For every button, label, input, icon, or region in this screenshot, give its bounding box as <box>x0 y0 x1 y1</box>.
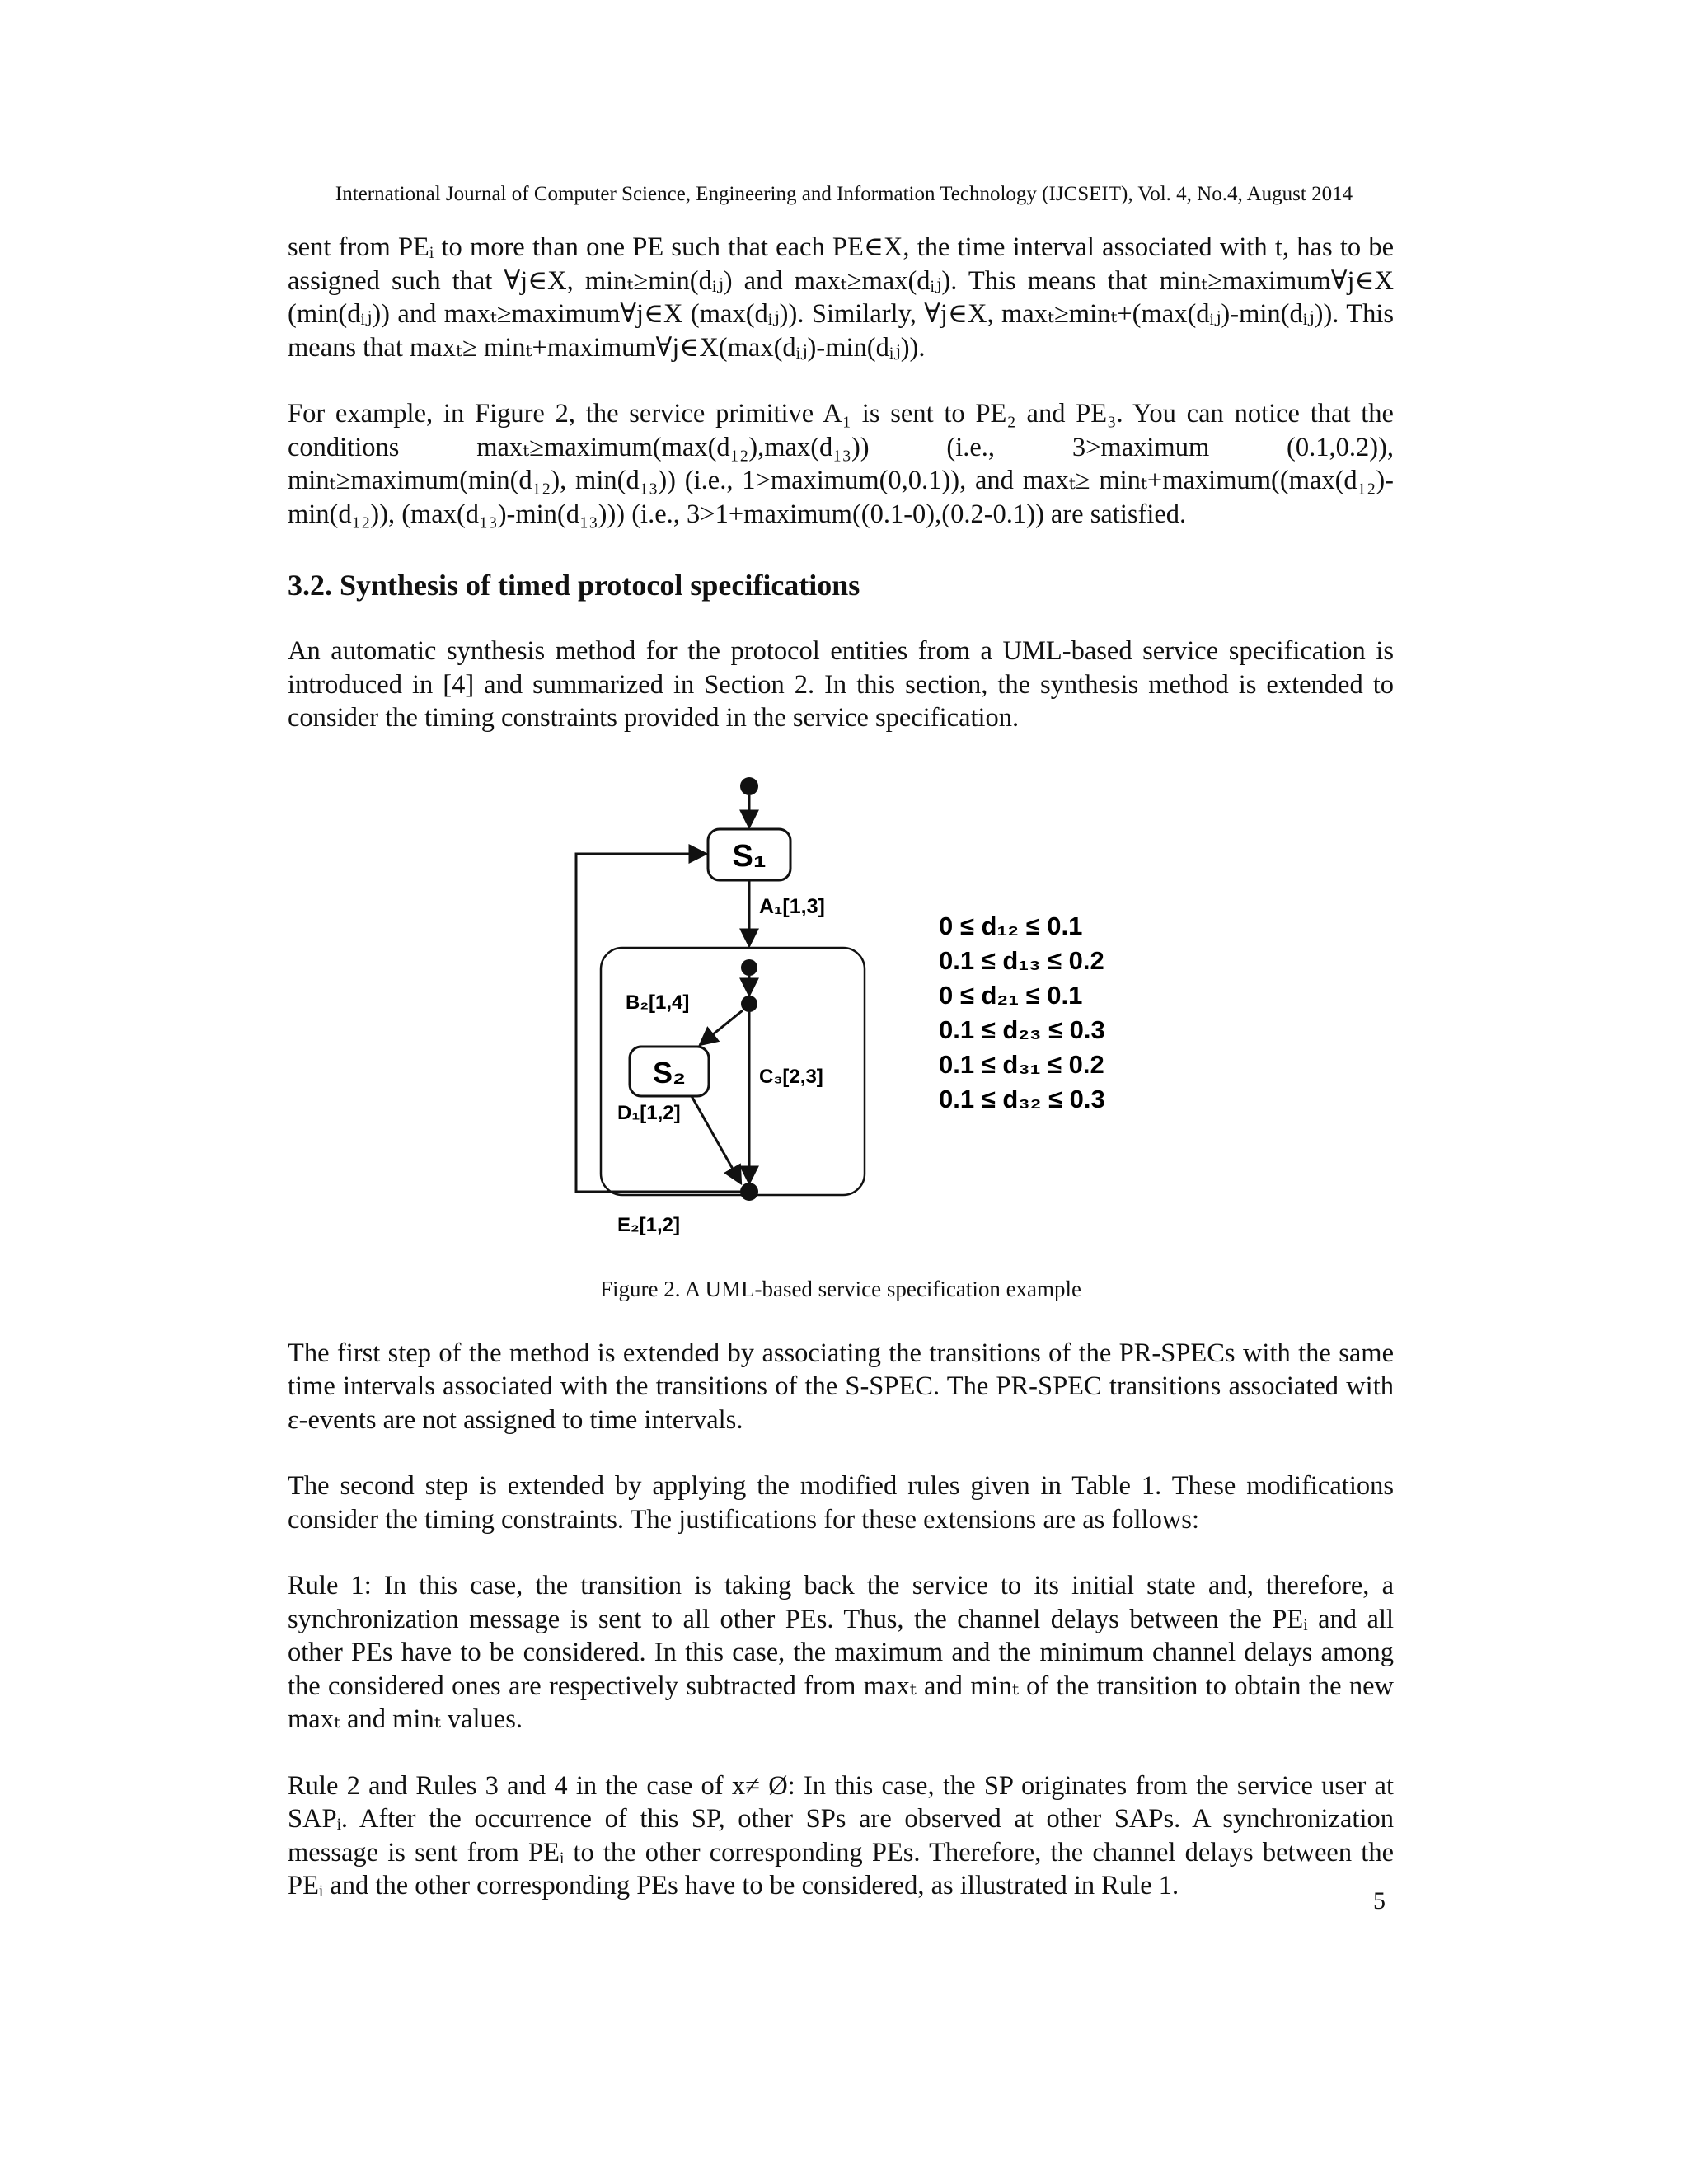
transition-b2: B₂[1,4] <box>626 991 690 1014</box>
state-s2-label: S₂ <box>652 1055 687 1090</box>
paragraph-3: An automatic synthesis method for the protocol entities from a UML-based service specification is introduced in [4] and summarized in Section 2. In this section, the synthesis method is extended to consider the timing constraints provided in the service specification. <box>288 636 1394 733</box>
paragraph-6: Rule 1: In this case, the transition is taking back the service to its initial state and, therefore, a synchronization message is sent to all other PEs. Thus, the channel delays between the PEᵢ and all other PEs have to be considered. In this case, the maximum and the minimum channel delays among the considered ones are respectively subtracted from maxₜ and minₜ of the transition to obtain the new maxₜ and minₜ values. <box>288 1571 1394 1734</box>
delay-d23: 0.1 ≤ d₂₃ ≤ 0.3 <box>939 1015 1105 1044</box>
paragraph-4: The first step of the method is extended by associating the transitions of the PR-SPECs with the same time intervals associated with the transitions of the S-SPEC. The PR-SPEC transitions associated with ε-events are not assigned to time intervals. <box>288 1338 1394 1435</box>
transition-d1: D₁[1,2] <box>617 1101 681 1124</box>
figure-caption: Figure 2. A UML-based service specification example <box>599 1276 1082 1301</box>
choice-node <box>741 996 757 1012</box>
page-number: 5 <box>1373 1887 1386 1915</box>
paragraph-2: For example, in Figure 2, the service primitive A₁ is sent to PE₂ and PE₃. You can notice that the conditions maxₜ≥maximum(max(d₁₂),max(d₁₃)) (i.e., 3>maximum (0.1,0.2)), minₜ≥maximum(min(d₁₂), min(d₁₃)) (i.e., 1>maximum(0,0.1)), and maxₜ≥ minₜ+maximum((max(d₁₂)-min(d₁₂)), (max(d₁₃)-min(d₁₃))) (i.e., 3>1+maximum((0.1-0),(0.2-0.1)) are satisfied. <box>288 399 1394 529</box>
delay-d13: 0.1 ≤ d₁₃ ≤ 0.2 <box>939 945 1104 975</box>
delay-d31: 0.1 ≤ d₃₁ ≤ 0.2 <box>939 1049 1104 1079</box>
figure-2 <box>288 763 1394 1274</box>
transition-e2: E₂[1,2] <box>617 1213 681 1236</box>
delay-d32: 0.1 ≤ d₃₂ ≤ 0.3 <box>939 1084 1105 1113</box>
delay-d21: 0 ≤ d₂₁ ≤ 0.1 <box>939 980 1083 1010</box>
initial-node <box>740 777 758 795</box>
page-content <box>288 231 1394 1903</box>
state-s1-label: S₁ <box>732 838 767 874</box>
paragraph-5: The second step is extended by applying the modified rules given in Table 1. These modifications consider the timing constraints. The justifications for these extensions are as follows: <box>288 1471 1394 1535</box>
section-heading: 3.2. Synthesis of timed protocol specifications <box>288 569 860 602</box>
paragraph-1: sent from PEᵢ to more than one PE such that each PE∈X, the time interval associated with t, has to be assigned such that ∀j∈X, minₜ≥min(dᵢⱼ) and maxₜ≥max(dᵢⱼ). This means that minₜ≥maximum∀j∈X (min(dᵢⱼ)) and maxₜ≥maximum∀j∈X (max(dᵢⱼ)). Similarly, ∀j∈X, maxₜ≥minₜ+(max(dᵢⱼ)-min(dᵢⱼ)). This means that maxₜ≥ minₜ+maximum∀j∈X(max(dᵢⱼ)-min(dᵢⱼ)). <box>288 232 1394 363</box>
paragraph-7: Rule 2 and Rules 3 and 4 in the case of x≠ Ø: In this case, the SP originates from the service user at SAPᵢ. After the occurrence of this SP, other SPs are observed at other SAPs. A synchronization message is sent from PEᵢ to the other corresponding PEs. Therefore, the channel delays between the PEᵢ and the other corresponding PEs have to be considered, as illustrated in Rule 1. <box>288 1770 1394 1900</box>
transition-c3: C₃[2,3] <box>759 1065 823 1088</box>
uml-diagram <box>288 763 1394 1274</box>
transition-a1: A₁[1,3] <box>759 894 825 918</box>
delay-d12: 0 ≤ d₁₂ ≤ 0.1 <box>939 911 1083 940</box>
journal-header: International Journal of Computer Science, Engineering and Information Technology (IJCSEIT), Vol. 4, No.4, August 2014 <box>335 183 1353 205</box>
delay-list <box>939 912 1105 1113</box>
